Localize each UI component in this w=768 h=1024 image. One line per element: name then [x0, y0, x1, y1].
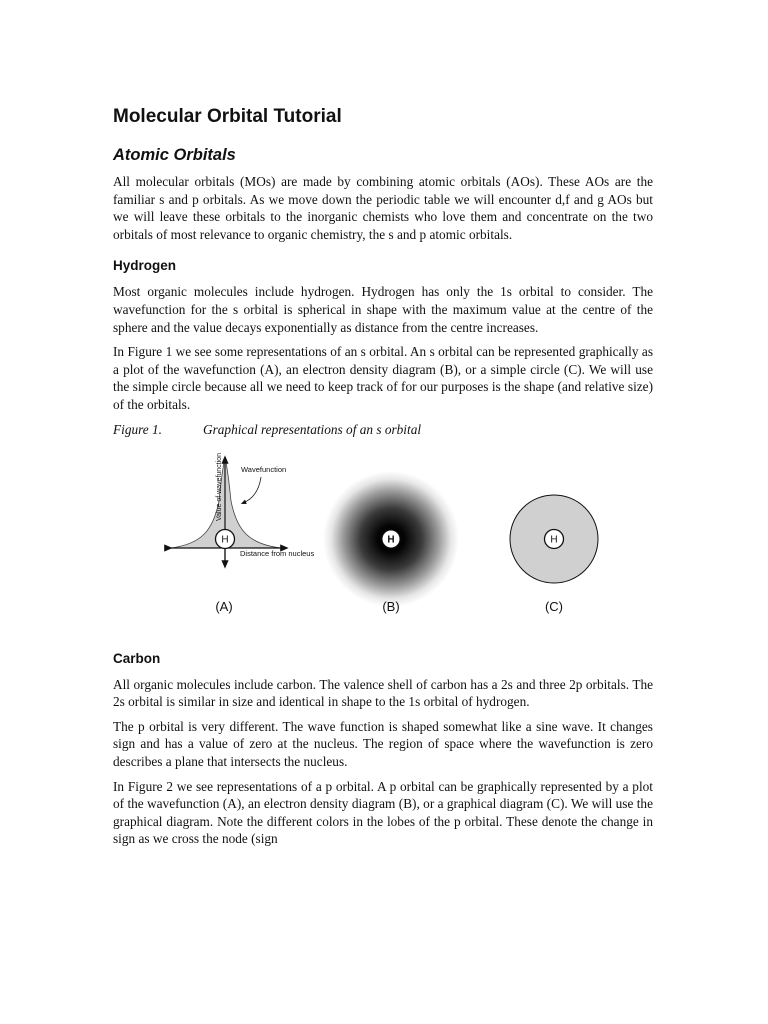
figure-1	[113, 441, 653, 646]
atom-label-b: H	[387, 534, 395, 546]
document-page	[113, 104, 653, 855]
intro-paragraph: All molecular orbitals (MOs) are made by combining atomic orbitals (AOs). These AOs are the familiar s and p orbitals. As we move down the periodic table we will encounter d,f and g AOs but we will leave these orbitals to the inorganic chemists who love them and concentrate on the two orbitals of most relevance to organic chemistry, the s and p atomic orbitals.	[113, 174, 653, 242]
figure-1-svg	[113, 441, 653, 646]
hydrogen-paragraph-1: Most organic molecules include hydrogen. Hydrogen has only the 1s orbital to consider. The wavefunction for the s orbital is spherical in shape with the maximum value at the centre of the sphere and the value decays exponentially as distance from the centre increases.	[113, 284, 653, 335]
panel-b-label: (B)	[382, 598, 400, 614]
atom-label-a: H	[221, 534, 229, 546]
panel-a-wavefunction-plot	[169, 452, 314, 613]
panel-c-label: (C)	[544, 598, 564, 614]
carbon-paragraph-2: The p orbital is very different. The wave function is shaped somewhat like a sine wave. It changes sign and has a value of zero at the nucleus. The region of space where the wavefunction is zero describes a plane that intersects the nucleus.	[113, 718, 653, 769]
hydrogen-heading: Hydrogen	[113, 258, 177, 274]
panel-a-label: (A)	[215, 598, 233, 614]
panel-b-electron-density	[323, 471, 459, 614]
section-heading: Atomic Orbitals	[113, 146, 236, 164]
carbon-paragraph-1: All organic molecules include carbon. The valence shell of carbon has a 2s and three 2p orbitals. The 2s orbital is similar in size and identical in shape to the 1s orbital of hydrogen.	[113, 676, 653, 710]
carbon-paragraph-3: In Figure 2 we see representations of a p orbital. A p orbital can be graphically represented by a plot of the wavefunction (A), an electron density diagram (B), or a graphical diagram (C). We will use the graphical diagram. Note the different colors in the lobes of the p orbital. These denote the change in sign as we cross the node (sign	[113, 778, 653, 847]
x-axis-label: Distance from nucleus	[240, 548, 315, 558]
atom-label-c: H	[550, 534, 558, 546]
panel-c-simple-circle	[510, 495, 598, 614]
carbon-heading: Carbon	[113, 650, 161, 666]
y-axis-label: Value of wavefunction	[216, 452, 223, 521]
hydrogen-paragraph-2: In Figure 1 we see some representations of an s orbital. An s orbital can be represented graphically as a plot of the wavefunction (A), an electron density diagram (B), or a simple circle (C). We will use the simple circle because all we need to keep track of for our purposes is the shape (and relative size) of the orbitals.	[113, 344, 653, 412]
page-title: Molecular Orbital Tutorial	[113, 106, 342, 127]
figure-1-caption	[113, 421, 653, 441]
figure-1-caption-text: Graphical representations of an s orbital	[203, 421, 422, 437]
wavefunction-label: Wavefunction	[241, 464, 287, 474]
wavefunction-pointer	[243, 477, 261, 503]
figure-1-label: Figure 1.	[113, 421, 162, 437]
